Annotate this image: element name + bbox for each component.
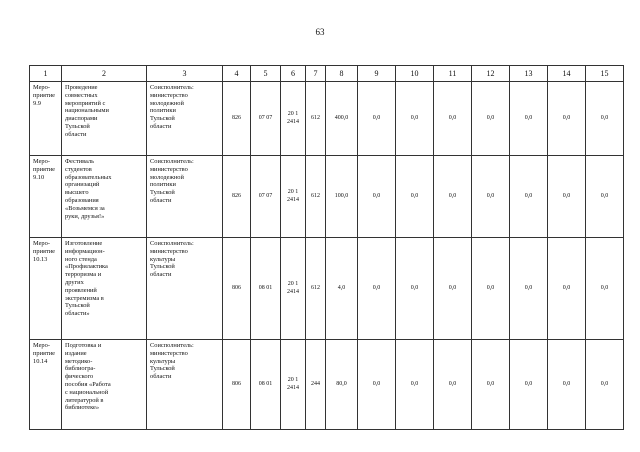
column-header: 13 bbox=[510, 66, 548, 82]
cell-value: 0,0 bbox=[548, 238, 586, 340]
event-id: Меро- приятие 9.9 bbox=[30, 82, 62, 156]
cell-value: 0,0 bbox=[434, 156, 472, 238]
cell-value: 0,0 bbox=[586, 238, 624, 340]
cell-value: 0,0 bbox=[358, 82, 396, 156]
cell-target-article: 20 1 2414 bbox=[281, 156, 306, 238]
cell-value: 0,0 bbox=[434, 82, 472, 156]
cell-target-article: 20 1 2414 bbox=[281, 82, 306, 156]
cell-value: 100,0 bbox=[326, 156, 358, 238]
column-header: 7 bbox=[306, 66, 326, 82]
table-row bbox=[30, 238, 624, 340]
cell-grbs: 826 bbox=[223, 82, 251, 156]
cell-value: 0,0 bbox=[358, 340, 396, 430]
event-executor: Соисполнитель: министерство молодежной политики Тульской области bbox=[147, 156, 223, 238]
cell-section: 07 07 bbox=[251, 156, 281, 238]
cell-expense-type: 244 bbox=[306, 340, 326, 430]
cell-value: 0,0 bbox=[472, 82, 510, 156]
column-header: 15 bbox=[586, 66, 624, 82]
cell-value: 0,0 bbox=[510, 340, 548, 430]
table-row bbox=[30, 82, 624, 156]
cell-value: 0,0 bbox=[396, 238, 434, 340]
column-header: 11 bbox=[434, 66, 472, 82]
cell-value: 0,0 bbox=[358, 238, 396, 340]
event-name: Изготовление информацион- ного стенда «Профилактика терроризма и других проявлений экстремизма в Тульской области» bbox=[62, 238, 147, 340]
cell-value: 0,0 bbox=[548, 156, 586, 238]
column-header: 4 bbox=[223, 66, 251, 82]
column-header: 3 bbox=[147, 66, 223, 82]
column-header: 9 bbox=[358, 66, 396, 82]
cell-value: 0,0 bbox=[586, 340, 624, 430]
event-id: Меро- приятие 10.13 bbox=[30, 238, 62, 340]
column-header: 6 bbox=[281, 66, 306, 82]
column-header: 14 bbox=[548, 66, 586, 82]
cell-section: 07 07 bbox=[251, 82, 281, 156]
cell-target-article: 20 1 2414 bbox=[281, 238, 306, 340]
event-id: Меро- приятие 10.14 bbox=[30, 340, 62, 430]
event-executor: Соисполнитель: министерство молодежной политики Тульской области bbox=[147, 82, 223, 156]
cell-value: 0,0 bbox=[510, 82, 548, 156]
cell-value: 0,0 bbox=[472, 340, 510, 430]
cell-value: 0,0 bbox=[510, 156, 548, 238]
event-executor: Соисполнитель: министерство культуры Тульской области bbox=[147, 238, 223, 340]
header-row bbox=[30, 66, 624, 82]
cell-expense-type: 612 bbox=[306, 238, 326, 340]
column-header: 10 bbox=[396, 66, 434, 82]
cell-value: 0,0 bbox=[358, 156, 396, 238]
budget-table bbox=[29, 65, 624, 430]
cell-value: 0,0 bbox=[472, 238, 510, 340]
cell-value: 80,0 bbox=[326, 340, 358, 430]
event-name: Подготовка и издание методико- библиогра- фического пособия «Работа с национальной литературой в библиотеке» bbox=[62, 340, 147, 430]
column-header: 8 bbox=[326, 66, 358, 82]
event-executor: Соисполнитель: министерство культуры Тульской области bbox=[147, 340, 223, 430]
cell-value: 0,0 bbox=[472, 156, 510, 238]
event-name: Фестиваль студентов образовательных организаций высшего образования «Возьмемся за руки, друзья!» bbox=[62, 156, 147, 238]
cell-value: 0,0 bbox=[548, 340, 586, 430]
table-row bbox=[30, 340, 624, 430]
cell-expense-type: 612 bbox=[306, 156, 326, 238]
page-number: 63 bbox=[315, 27, 325, 37]
column-header: 5 bbox=[251, 66, 281, 82]
cell-value: 0,0 bbox=[434, 238, 472, 340]
cell-value: 400,0 bbox=[326, 82, 358, 156]
cell-value: 0,0 bbox=[396, 156, 434, 238]
table-row bbox=[30, 156, 624, 238]
cell-value: 4,0 bbox=[326, 238, 358, 340]
cell-grbs: 826 bbox=[223, 156, 251, 238]
cell-value: 0,0 bbox=[396, 82, 434, 156]
cell-value: 0,0 bbox=[396, 340, 434, 430]
column-header: 12 bbox=[472, 66, 510, 82]
column-header: 2 bbox=[62, 66, 147, 82]
cell-section: 08 01 bbox=[251, 340, 281, 430]
event-name: Проведение совместных мероприятий с национальными диаспорами Тульской области bbox=[62, 82, 147, 156]
cell-value: 0,0 bbox=[434, 340, 472, 430]
event-id: Меро- приятие 9.10 bbox=[30, 156, 62, 238]
cell-value: 0,0 bbox=[586, 82, 624, 156]
cell-section: 08 01 bbox=[251, 238, 281, 340]
cell-value: 0,0 bbox=[510, 238, 548, 340]
cell-expense-type: 612 bbox=[306, 82, 326, 156]
cell-grbs: 806 bbox=[223, 238, 251, 340]
cell-value: 0,0 bbox=[586, 156, 624, 238]
cell-value: 0,0 bbox=[548, 82, 586, 156]
column-header: 1 bbox=[30, 66, 62, 82]
cell-grbs: 806 bbox=[223, 340, 251, 430]
cell-target-article: 20 1 2414 bbox=[281, 340, 306, 430]
